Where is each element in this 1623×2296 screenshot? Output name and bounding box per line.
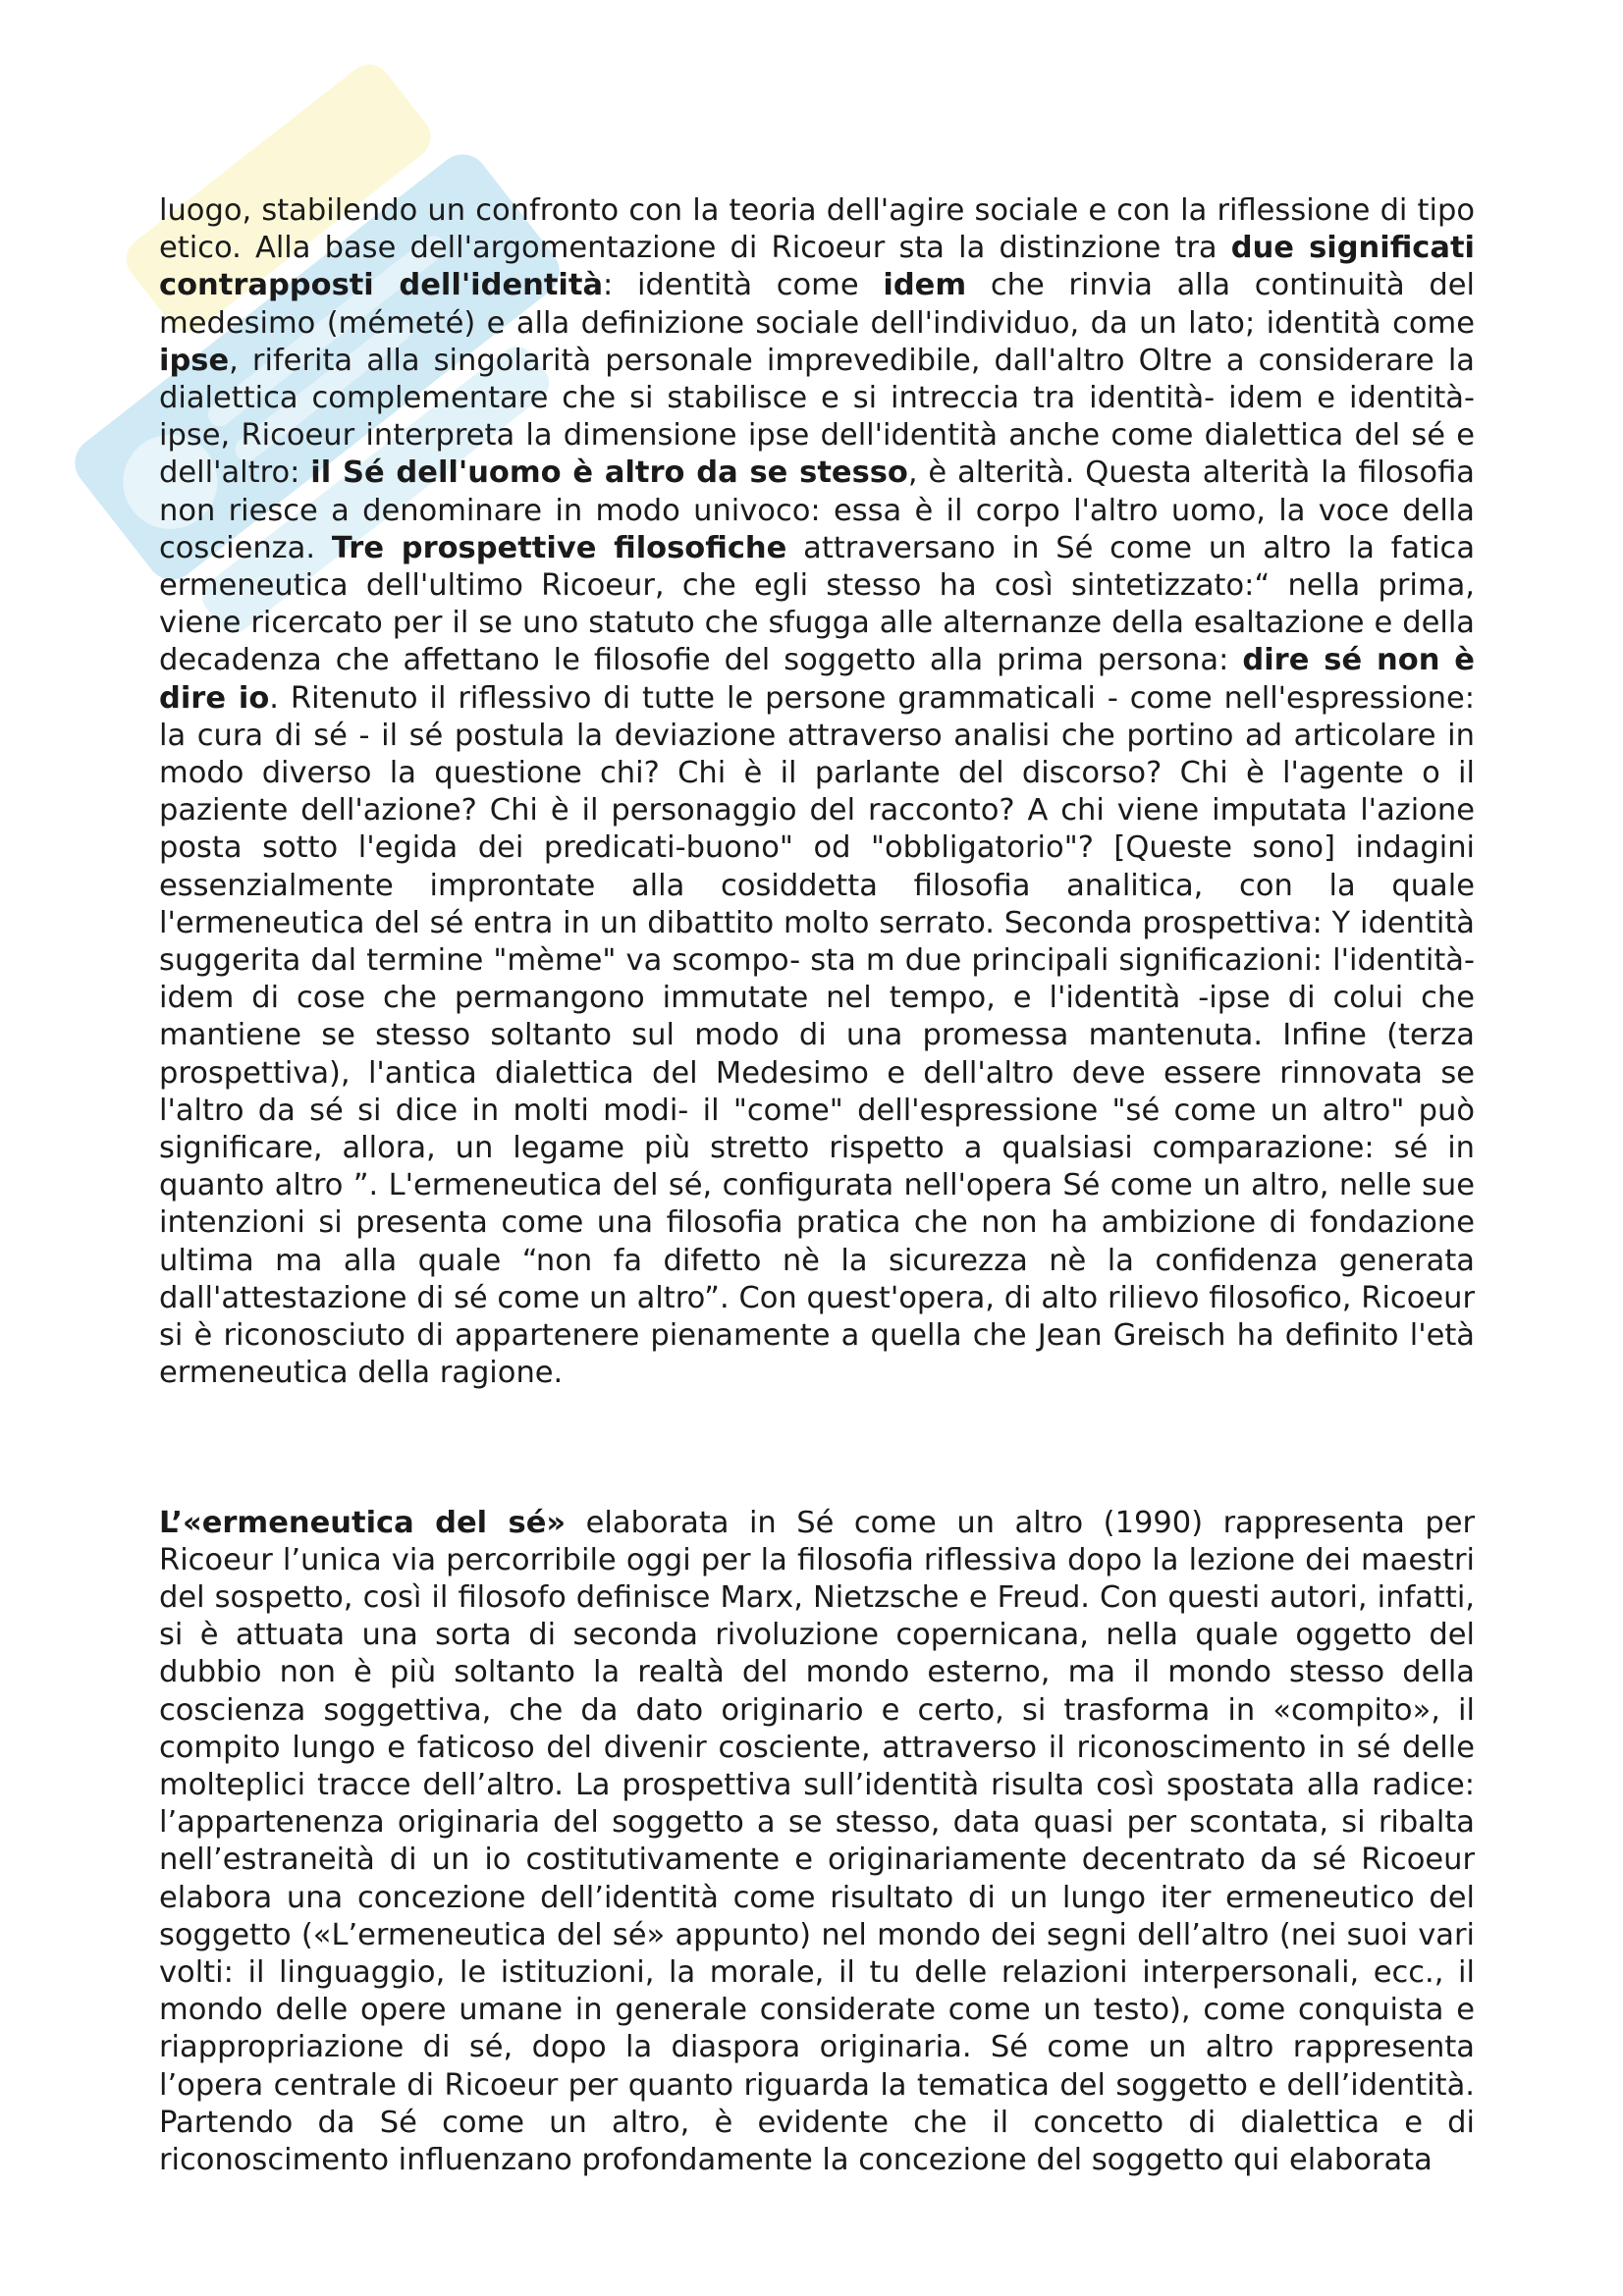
bold-phrase: L’«ermeneutica del sé» [159, 1505, 567, 1540]
text-segment: attraversano in Sé come un altro la fatica ermeneutica dell'ultimo Ricoeur, che egli stesso ha così sintetizzato:“ nella prima, viene ricercato per il se uno statuto che sfugga alle alternanze della esaltazione e della decadenza che affettano le filosofie del soggetto alla prima persona: [159, 530, 1476, 678]
bold-phrase: Tre prospettive filosofiche [331, 530, 787, 565]
document-body [159, 192, 1475, 2179]
text-segment: , è alterità. Questa alterità la filosofia non riesce a denominare in modo univoco: essa è il corpo l'altro uomo, la voce della coscienza. [159, 455, 1475, 565]
bold-phrase: il Sé dell'uomo è altro da se stesso [310, 455, 908, 491]
text-segment: luogo, stabilendo un confronto con la teoria dell'agire sociale e con la riflessione di tipo etico. Alla base dell'argomentazione di Ricoeur sta la distinzione tra [159, 193, 1475, 266]
text-segment: , riferita alla singolarità personale imprevedibile, dall'altro Oltre a considerare la dialettica complementare che si stabilisce e si intreccia tra identità- idem e identità-ipse, Ricoeur interpreta la dimensione ipse dell'identità anche come dialettica del sé e dell'altro: [159, 343, 1475, 491]
text-segment: : identità come [603, 268, 884, 303]
bold-phrase: idem [883, 268, 967, 303]
paragraph-identita-idem-ipse [159, 192, 1475, 1393]
bold-phrase: dire sé non è dire io [159, 643, 1475, 716]
text-segment: . Ritenuto il riflessivo di tutte le persone grammaticali - come nell'espressione: la cura di sé - il sé postula la deviazione attraverso analisi che portino ad articolare in modo diverso la questione chi? Chi è il parlante del discorso? Chi è l'agente o il paziente dell'azione? Chi è il personaggio del racconto? A chi viene imputata l'azione posta sotto l'egida dei predicati-buono" od "obbligatorio"? [Queste sono] indagini essenzialmente improntate alla cosiddetta filosofia analitica, con la quale l'ermeneutica del sé entra in un dibattito molto serrato. Seconda prospettiva: Y identità suggerita dal termine "mème" va scompo- sta m due principali significazioni: l'identità-idem di cose che permangono immutate nel tempo, e l'identità -ipse di colui che mantiene se stesso soltanto sul modo di una promessa mantenuta. Infine (terza prospettiva), l'antica dialettica del Medesimo e dell'altro deve essere rinnovata se l'altro da sé si dice in molti modi- il "come" dell'espressione "sé come un altro" può significare, allora, un legame più stretto rispetto a qualsiasi comparazione: sé in quanto altro ”. L'ermeneutica del sé, configurata nell'opera Sé come un altro, nelle sue intenzioni si presenta come una filosofia pratica che non ha ambizione di fondazione ultima ma alla quale “non fa difetto nè la sicurezza nè la confidenza generata dall'attestazione di sé come un altro”. Con quest'opera, di alto rilievo filosofico, Ricoeur si è riconosciuto di appartenere pienamente a quella che Jean Greisch ha definito l'età ermeneutica della ragione. [159, 680, 1475, 1391]
text-segment: elaborata in Sé come un altro (1990) rappresenta per Ricoeur l’unica via percorribile oggi per la filosofia riflessiva dopo la lezione dei maestri del sospetto, così il filosofo definisce Marx, Nietzsche e Freud. Con questi autori, infatti, si è attuata una sorta di seconda rivoluzione copernicana, nella quale oggetto del dubbio non è più soltanto la realtà del mondo esterno, ma il mondo stesso della coscienza soggettiva, che da dato originario e certo, si trasforma in «compito», il compito lungo e faticoso del divenir cosciente, attraverso il riconoscimento in sé delle molteplici tracce dell’altro. La prospettiva sull’identità risulta così spostata alla radice: l’appartenenza originaria del soggetto a se stesso, data quasi per scontata, si ribalta nell’estraneità di un io costitutivamente e originariamente decentrato da sé Ricoeur elabora una concezione dell’identità come risultato di un lungo iter ermeneutico del soggetto («L’ermeneutica del sé» appunto) nel mondo dei segni dell’altro (nei suoi vari volti: il linguaggio, le istituzioni, la morale, il tu delle relazioni interpersonali, ecc., il mondo delle opere umane in generale considerate come un testo), come conquista e riappropriazione di sé, dopo la diaspora originaria. Sé come un altro rappresenta l’opera centrale di Ricoeur per quanto riguarda la tematica del soggetto e dell’identità. Partendo da Sé come un altro, è evidente che il concetto di dialettica e di riconoscimento influenzano profondamente la concezione del soggetto qui elaborata [159, 1505, 1475, 2177]
text-segment: che rinvia alla continuità del medesimo (mémeté) e alla definizione sociale dell'individuo, da un lato; identità come [159, 268, 1476, 341]
bold-phrase: ipse [159, 343, 230, 378]
bold-phrase: due significati contrapposti dell'identità [159, 231, 1476, 303]
paragraph-ermeneutica-del-se [159, 1505, 1475, 2180]
